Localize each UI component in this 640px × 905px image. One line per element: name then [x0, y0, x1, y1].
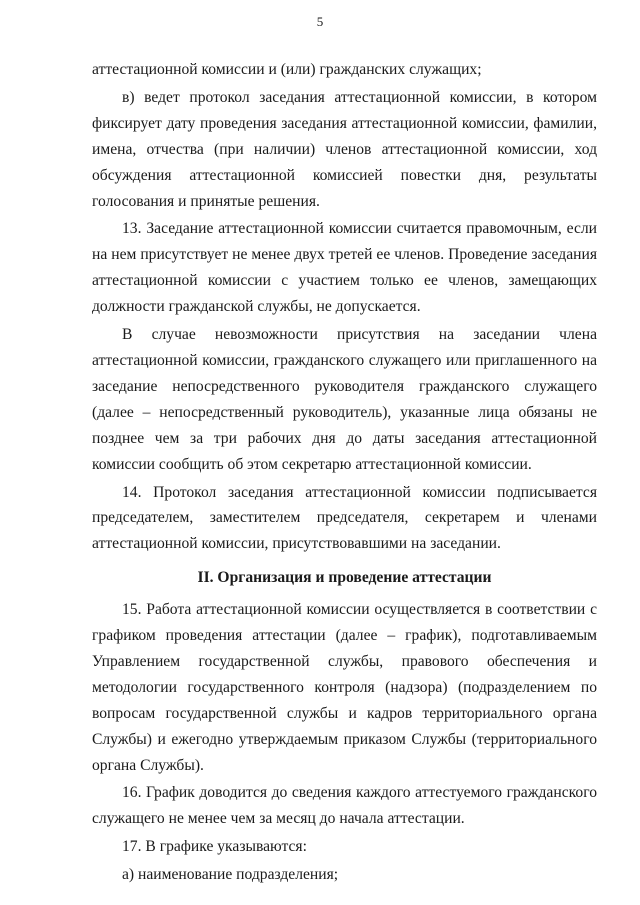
paragraph-14: 14. Протокол заседания аттестационной комиссии подписывается председателем, заместителем председателя, секретарем и членами аттестационной комиссии, присутствовавшими на заседании. [92, 483, 597, 553]
page-number: 5 [316, 14, 324, 29]
paragraph-15: 15. Работа аттестационной комиссии осуществляется в соответствии с графиком проведения аттестации (далее – график), подготавливаемым Управлением государственной службы, правового обеспечения и методологии государственного контроля (надзора) (подразделением по вопросам государственной службы и кадров территориального органа Службы) и ежегодно утверждаемым приказом Службы (территориального органа Службы). [92, 601, 597, 774]
section-heading: II. Организация и проведение аттестации [197, 569, 492, 587]
paragraph-continuation: аттестационной комиссии и (или) гражданских служащих; [92, 61, 482, 78]
paragraph-17-a: а) наименование подразделения; [122, 866, 339, 884]
paragraph-13-absence: В случае невозможности присутствия на заседании члена аттестационной комиссии, гражданского служащего или приглашенного на заседание непосредственного руководителя гражданского служащего (далее – непосредственный руководитель), указанные лица обязаны не позднее чем за три рабочих дня до даты заседания аттестационной комиссии сообщить об этом секретарю аттестационной комиссии. [92, 326, 597, 473]
paragraph-16: 16. График доводится до сведения каждого аттестуемого гражданского служащего не менее чем за месяц до начала аттестации. [92, 784, 597, 828]
paragraph-17: 17. В графике указываются: [122, 838, 307, 856]
paragraph-13: 13. Заседание аттестационной комиссии считается правомочным, если на нем присутствует не менее двух третей ее членов. Проведение заседания аттестационной комиссии с участием только ее членов, замещающих должности гражданской службы, не допускается. [92, 220, 597, 316]
paragraph-item-v: в) ведет протокол заседания аттестационной комиссии, в котором фиксирует дату проведения заседания аттестационной комиссии, фамилии, имена, отчества (при наличии) членов аттестационной комиссии, ход обсуждения аттестационной комиссией повестки дня, результаты голосования и принятые решения. [92, 88, 597, 210]
document-body [92, 57, 597, 888]
